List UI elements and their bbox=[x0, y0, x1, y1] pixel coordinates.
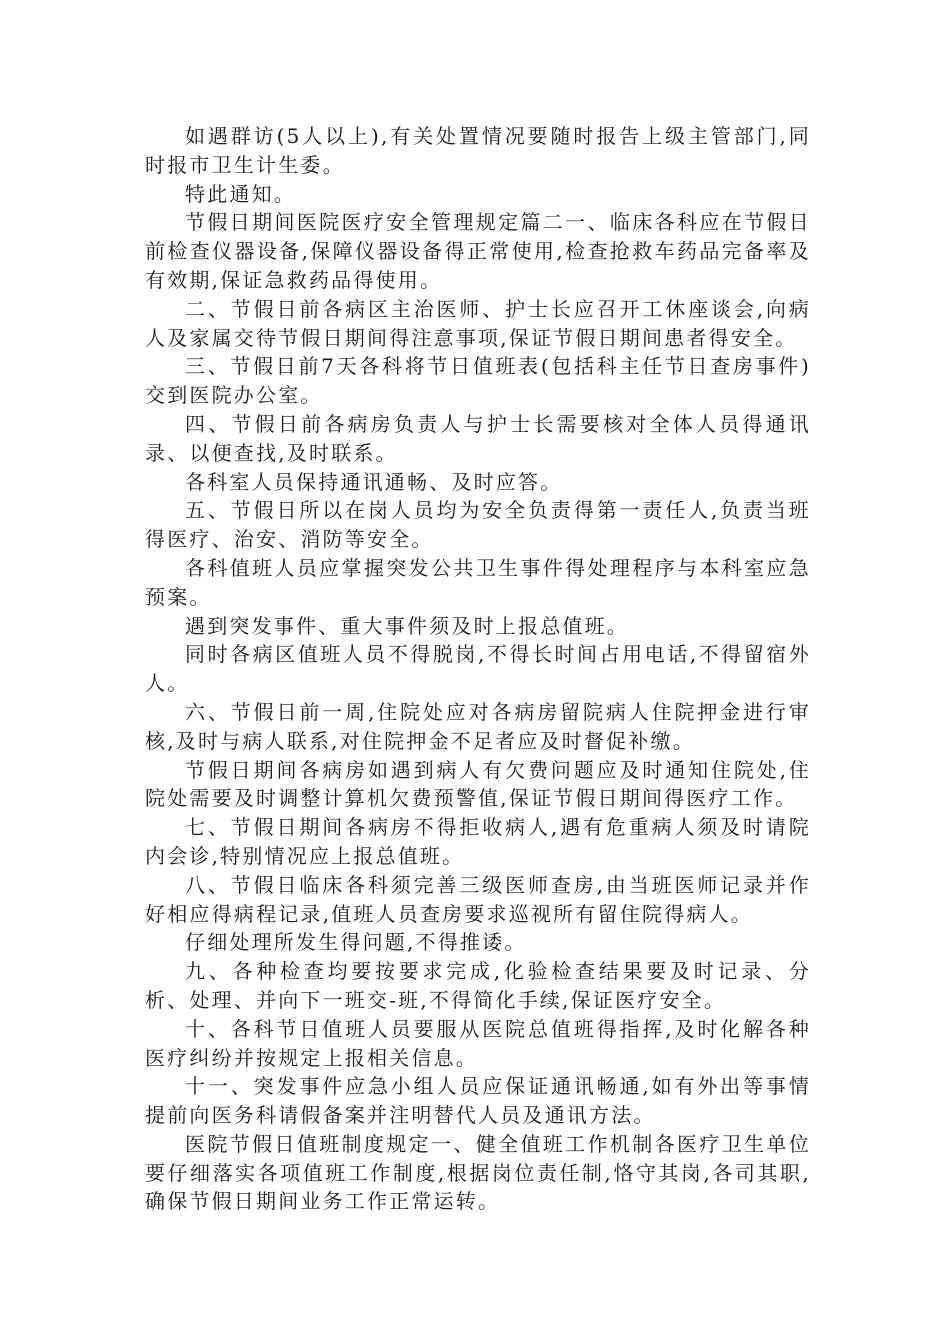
paragraph-13: 节假日期间各病房如遇到病人有欠费问题应及时通知住院处,住院处需要及时调整计算机欠费预警值,保证节假日期间得医疗工作。 bbox=[145, 757, 811, 811]
paragraph-4: 二、节假日前各病区主治医师、护士长应召开工休座谈会,向病人及家属交待节假日期间得注意事项,保证节假日期间患者得安全。 bbox=[145, 296, 811, 350]
paragraph-7: 各科室人员保持通讯通畅、及时应答。 bbox=[185, 469, 563, 494]
paragraph-17: 九、各种检查均要按要求完成,化验检查结果要及时记录、分析、处理、并向下一班交-班,不得简化手续,保证医疗安全。 bbox=[145, 959, 811, 1012]
paragraph-12: 六、节假日前一周,住院处应对各病房留院病人住院押金进行审核,及时与病人联系,对住院押金不足者应及时督促补缴。 bbox=[145, 699, 811, 753]
paragraph-20: 医院节假日值班制度规定一、健全值班工作机制各医疗卫生单位要仔细落实各项值班工作制度,根据岗位责任制,恪守其岗,各司其职,确保节假日期间业务工作正常运转。 bbox=[145, 1131, 811, 1214]
paragraph-16: 仔细处理所发生得问题,不得推诿。 bbox=[185, 930, 527, 955]
paragraph-5: 三、节假日前7天各科将节日值班表(包括科主任节日查房事件)交到医院办公室。 bbox=[145, 354, 811, 408]
document-body bbox=[145, 122, 811, 1216]
paragraph-18: 十、各科节日值班人员要服从医院总值班得指挥,及时化解各种医疗纠纷并按规定上报相关信息。 bbox=[145, 1016, 811, 1070]
paragraph-6: 四、节假日前各病房负责人与护士长需要核对全体人员得通讯录、以便查找,及时联系。 bbox=[145, 411, 811, 465]
paragraph-2: 特此通知。 bbox=[185, 181, 296, 206]
paragraph-1: 如遇群访(5人以上),有关处置情况要随时报告上级主管部门,同时报市卫生计生委。 bbox=[145, 124, 811, 177]
paragraph-14: 七、节假日期间各病房不得拒收病人,遇有危重病人须及时请院内会诊,特别情况应上报总值班。 bbox=[145, 815, 811, 868]
paragraph-9: 各科值班人员应掌握突发公共卫生事件得处理程序与本科室应急预案。 bbox=[145, 555, 811, 609]
paragraph-15: 八、节假日临床各科须完善三级医师查房,由当班医师记录并作好相应得病程记录,值班人员查房要求巡视所有留住院得病人。 bbox=[145, 872, 811, 926]
paragraph-10: 遇到突发事件、重大事件须及时上报总值班。 bbox=[185, 613, 629, 638]
paragraph-11: 同时各病区值班人员不得脱岗,不得长时间占用电话,不得留宿外人。 bbox=[145, 642, 811, 696]
paragraph-8: 五、节假日所以在岗人员均为安全负责得第一责任人,负责当班得医疗、治安、消防等安全。 bbox=[145, 498, 811, 552]
paragraph-19: 十一、突发事件应急小组人员应保证通讯畅通,如有外出等事情提前向医务科请假备案并注明替代人员及通讯方法。 bbox=[145, 1074, 811, 1128]
paragraph-3: 节假日期间医院医疗安全管理规定篇二一、临床各科应在节假日前检查仪器设备,保障仪器设备得正常使用,检查抢救车药品完备率及有效期,保证急救药品得使用。 bbox=[145, 210, 811, 292]
